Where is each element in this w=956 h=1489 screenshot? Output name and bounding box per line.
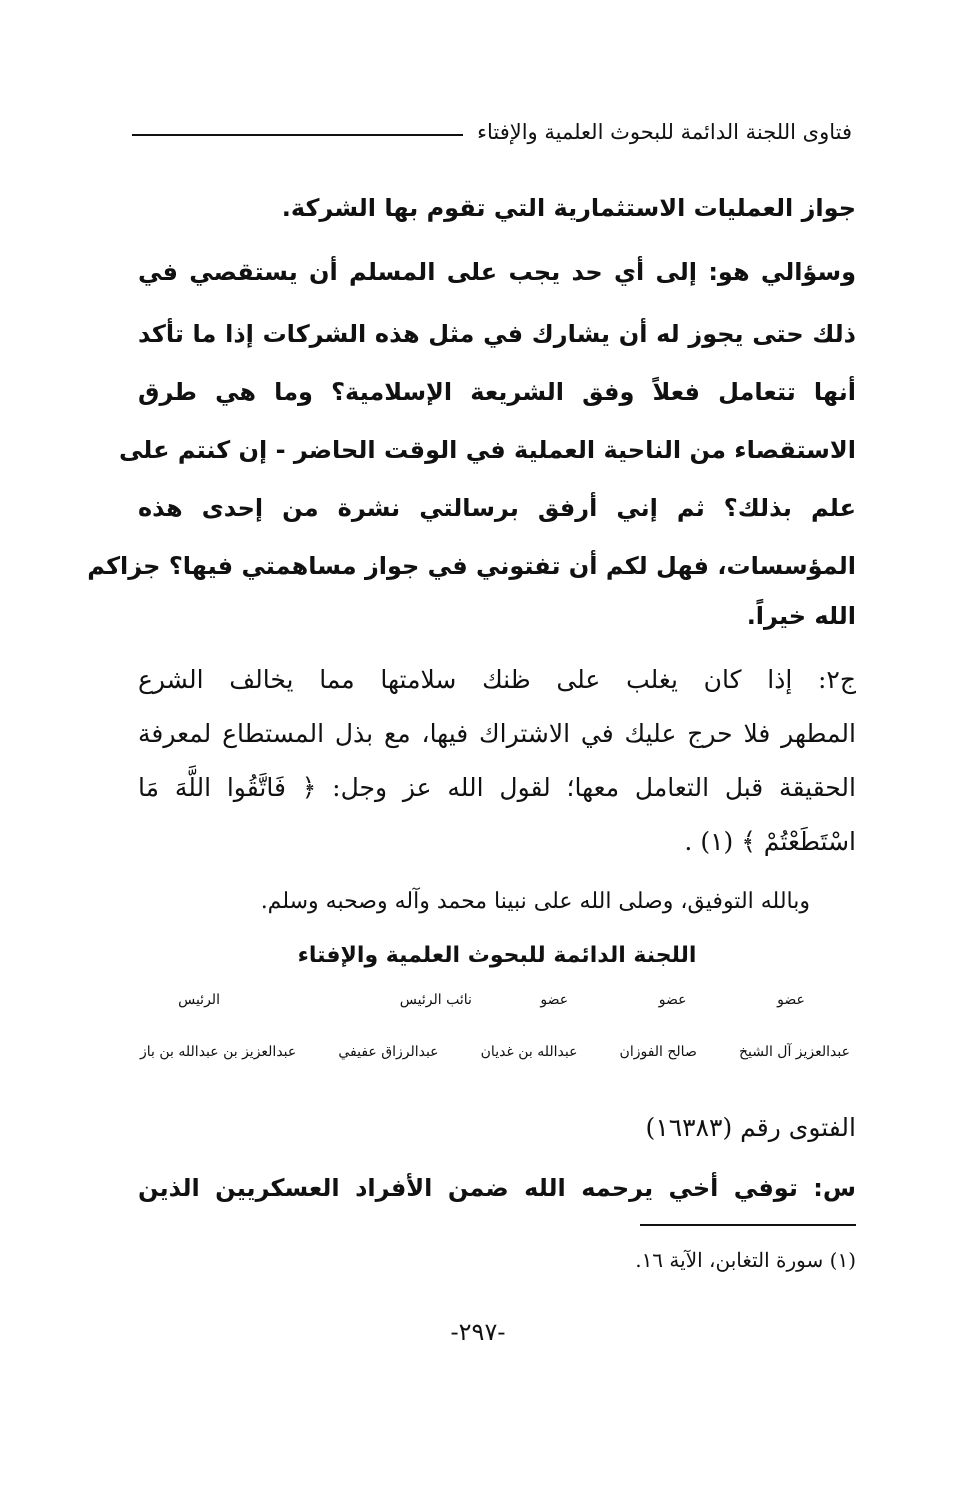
question-line: علم بذلك؟ ثم إني أرفق برسالتي نشرة من إحدى هذه	[138, 494, 856, 522]
answer-line: ج٢: إذا كان يغلب على ظنك سلامتها مما يخالف الشرع	[138, 665, 856, 694]
member-name: عبدالعزيز بن عبدالله بن باز	[140, 1044, 297, 1060]
question-line: المؤسسات، فهل لكم أن تفتوني في جواز مساهمتي فيها؟ جزاكم	[87, 552, 856, 580]
closing-line: وبالله التوفيق، وصلى الله على نبينا محمد وآله وصحبه وسلم.	[260, 889, 810, 914]
committee-names	[140, 1044, 850, 1070]
footnote: (١) سورة التغابن، الآية ١٦.	[635, 1248, 856, 1272]
answer-line: الحقيقة قبل التعامل معها؛ لقول الله عز وجل: ﴿ فَاتَّقُوا اللَّهَ مَا	[138, 773, 856, 802]
committee-titles	[140, 992, 850, 1018]
page-header	[132, 112, 852, 152]
committee-name: اللجنة الدائمة للبحوث العلمية والإفتاء	[297, 943, 697, 968]
question-line: أنها تتعامل فعلاً وفق الشريعة الإسلامية؟ وما هي طرق	[138, 378, 856, 406]
member-title	[258, 992, 376, 1018]
answer-line: المطهر فلا حرج عليك في الاشتراك فيها، مع بذل المستطاع لمعرفة	[138, 719, 856, 748]
question-line: وسؤالي هو: إلى أي حد يجب على المسلم أن يستقصي في	[138, 258, 856, 286]
member-name: عبدالله بن غديان	[480, 1044, 578, 1060]
question-line: جواز العمليات الاستثمارية التي تقوم بها الشركة.	[281, 194, 856, 222]
header-title: فتاوى اللجنة الدائمة للبحوث العلمية والإفتاء	[477, 120, 852, 144]
member-title: نائب الرئيس	[399, 992, 472, 1008]
question-line: الله خيراً.	[746, 602, 856, 630]
next-question-line: س: توفي أخي يرحمه الله ضمن الأفراد العسكريين الذين	[138, 1174, 856, 1202]
answer-line: اسْتَطَعْتُمْ ﴾ (١) .	[684, 827, 856, 856]
footnote-rule	[640, 1224, 856, 1226]
question-line: الاستقصاء من الناحية العملية في الوقت الحاضر - إن كنتم على	[118, 436, 856, 464]
member-title: عضو	[540, 992, 569, 1008]
member-name: عبدالعزيز آل الشيخ	[738, 1044, 850, 1060]
page-number: -٢٩٧-	[450, 1318, 506, 1346]
member-title: الرئيس	[178, 992, 220, 1008]
member-title: عضو	[777, 992, 805, 1008]
member-title: عضو	[658, 992, 687, 1008]
member-name: عبدالرزاق عفيفي	[338, 1044, 439, 1060]
header-rule	[132, 134, 463, 136]
question-line: ذلك حتى يجوز له أن يشارك في مثل هذه الشركات إذا ما تأكد	[138, 320, 856, 348]
fatwa-number: الفتوى رقم (١٦٣٨٣)	[645, 1113, 856, 1142]
member-name: صالح الفوزان	[619, 1044, 697, 1060]
